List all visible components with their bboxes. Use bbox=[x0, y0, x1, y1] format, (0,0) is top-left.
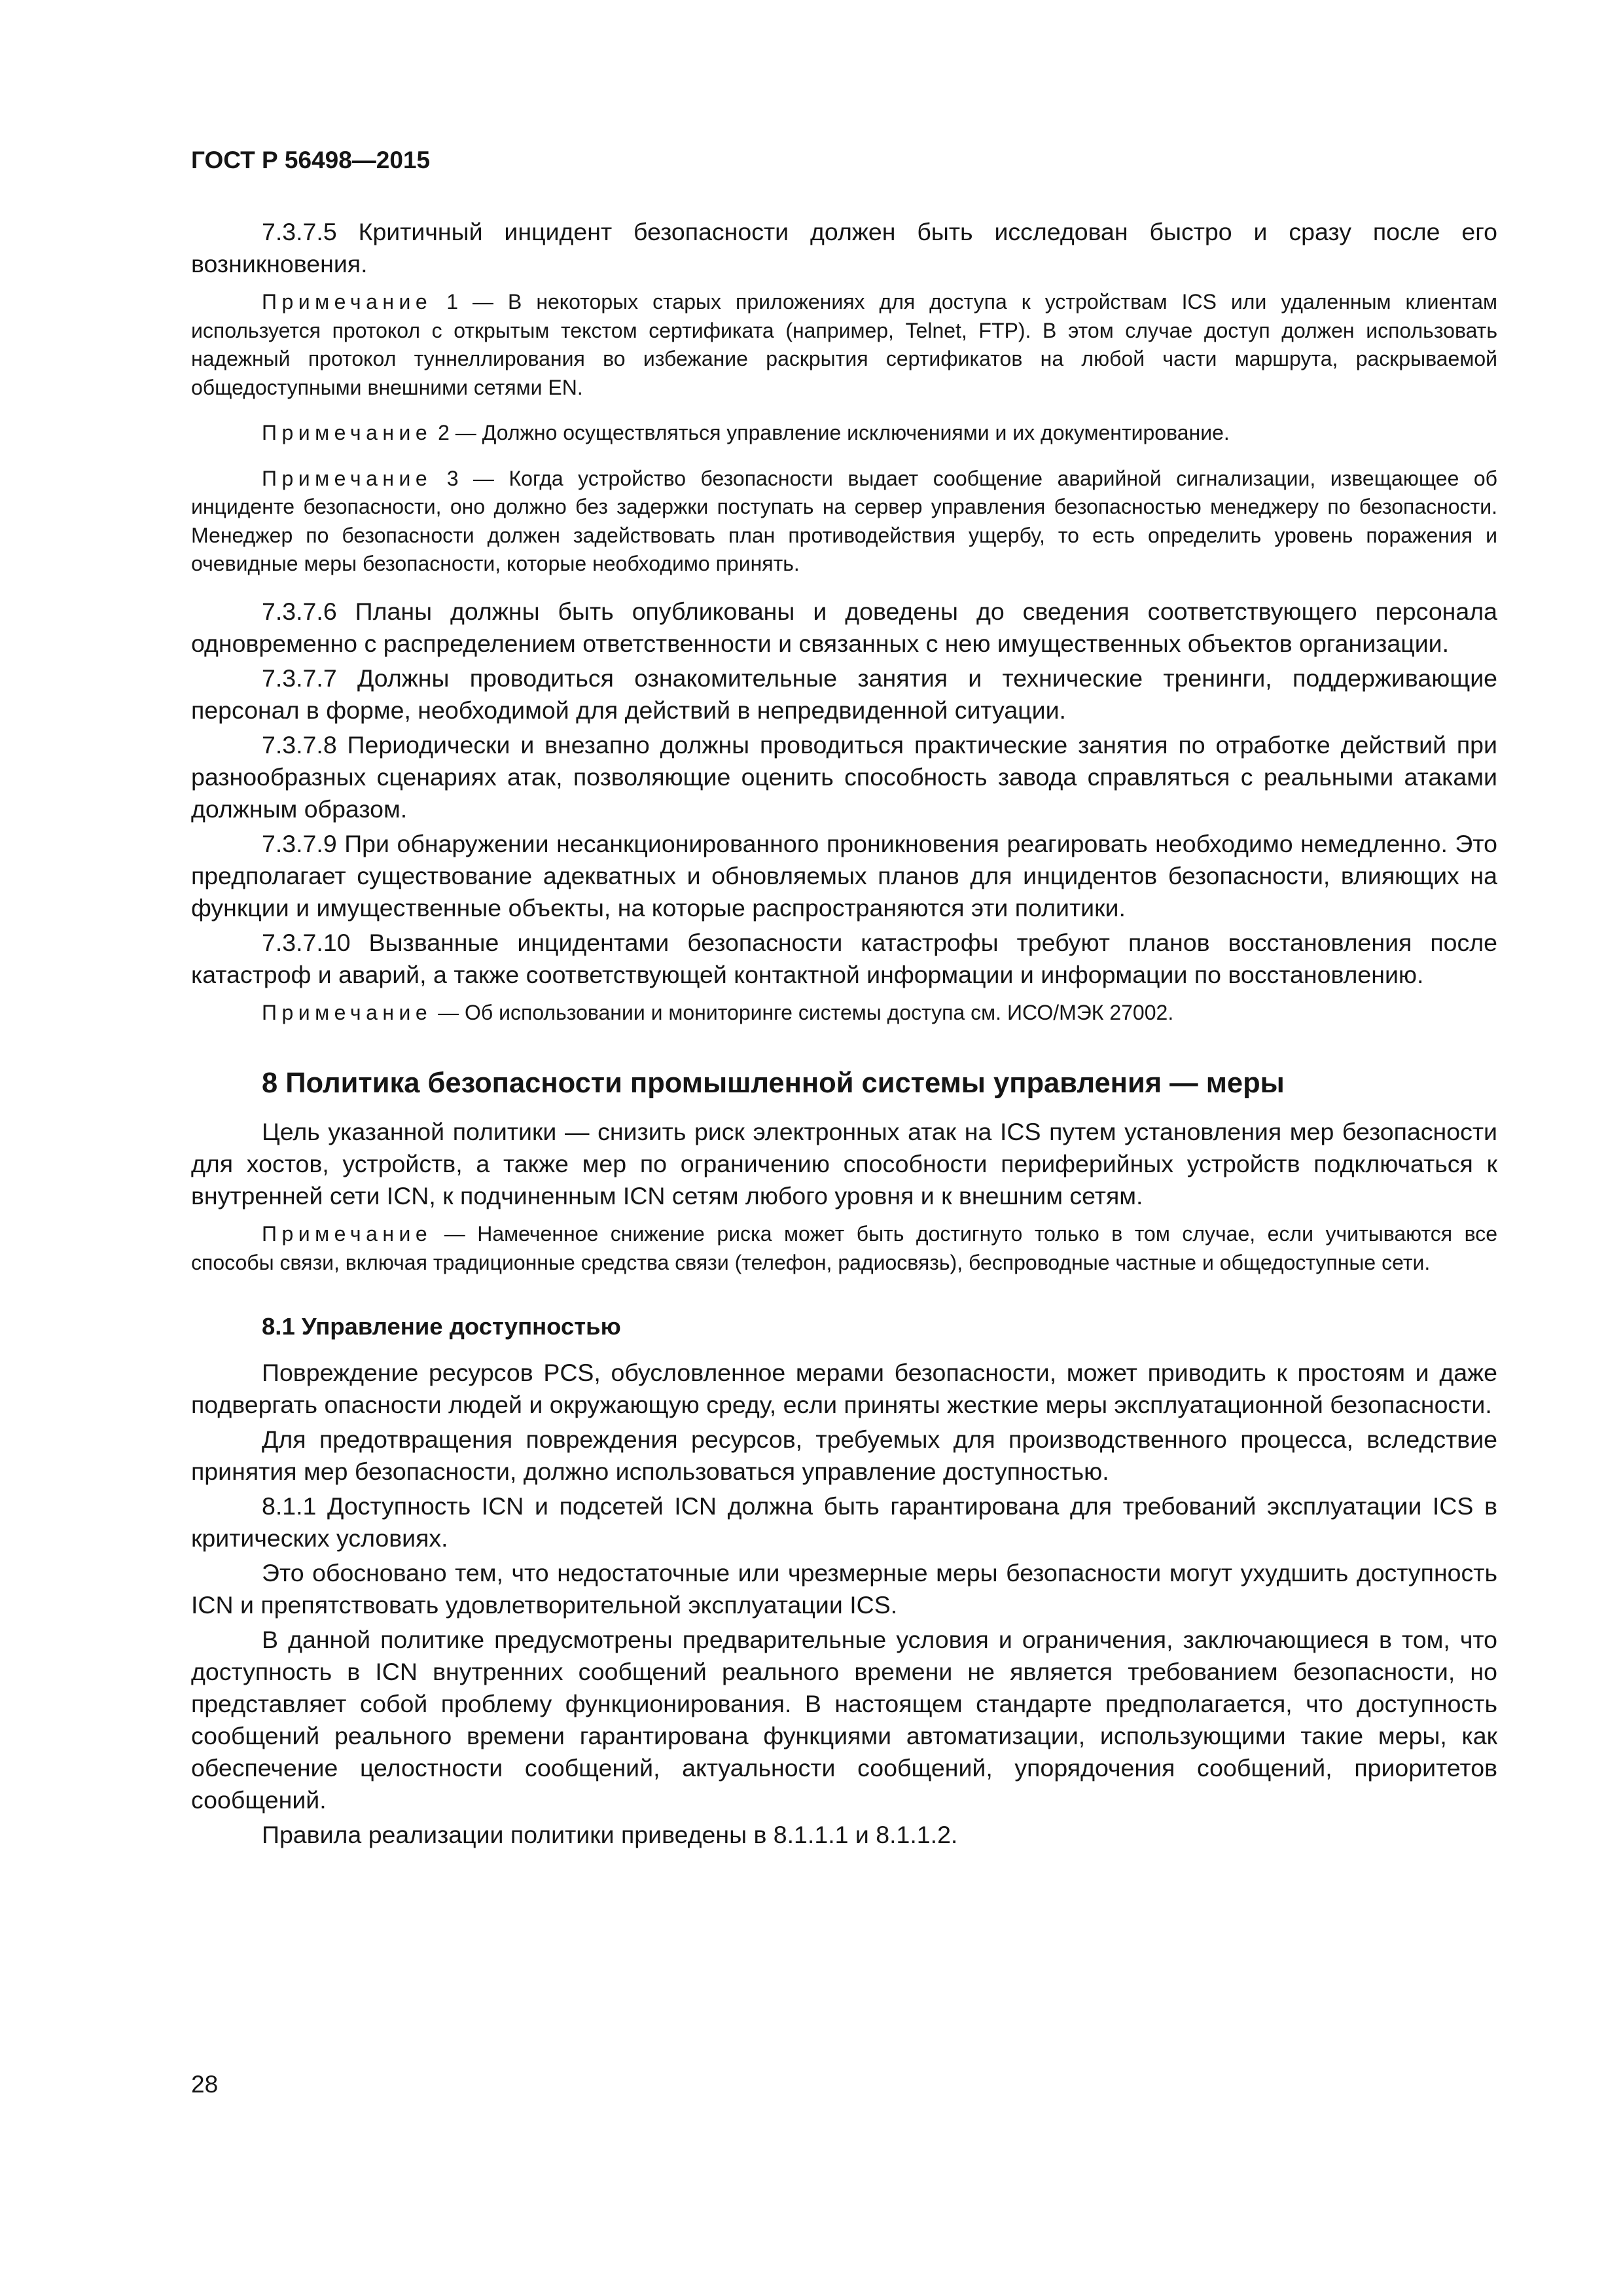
note-label: Примечание bbox=[262, 290, 433, 314]
paragraph-7-3-7-8: 7.3.7.8 Периодически и внезапно должны проводиться практические занятия по отработке действий при разнообразных сценариях атак, позволяющие оценить способность завода справляться с реальными атаками должным образом. bbox=[191, 730, 1497, 823]
section-8-intro: Цель указанной политики — снизить риск электронных атак на ICS путем установления мер безопасности для хостов, устройств, а также мер по ограничению способности периферийных устройств подключаться к внутренней сети ICN, к подчиненным ICN сетям любого уровня и к внешним сетям. bbox=[191, 1118, 1497, 1210]
note-text: — Намеченное снижение риска может быть достигнуто только в том случае, если учитываются все способы связи, включая традиционные средства связи (телефон, радиосвязь), беспроводные частные и общедоступные сети. bbox=[191, 1222, 1498, 1274]
note-text: 2 — Должно осуществляться управление исключениями и их документирование. bbox=[438, 421, 1230, 444]
paragraph-8-1-1-c: В данной политике предусмотрены предварительные условия и ограничения, заключающиеся в том, что доступность в ICN внутренних сообщений реального времени не является требованием безопасности, но представляет собой проблему функционирования. В настоящем стандарте предполагается, что доступность сообщений реального времени гарантирована функциями автоматизации, использующими такие меры, как обеспечение целостности сообщений, актуальности сообщений, упорядочения сообщений, приоритетов сообщений. bbox=[191, 1626, 1497, 1814]
paragraph-7-3-7-5: 7.3.7.5 Критичный инцидент безопасности должен быть исследован быстро и сразу после его возникновения. bbox=[191, 218, 1497, 278]
note-4 bbox=[191, 999, 1497, 1028]
paragraph-8-1-a: Повреждение ресурсов PCS, обусловленное мерами безопасности, может приводить к простоям и даже подвергать опасности людей и окружающую среду, если приняты жесткие меры эксплуатационной безопасности. bbox=[191, 1359, 1497, 1418]
note-label: Примечание bbox=[262, 1000, 433, 1024]
note-text: 3 — Когда устройство безопасности выдает сообщение аварийной сигнализации, извещающее об инциденте безопасности, оно должно без задержки поступать на сервер управления безопасностью менеджеру по безопасности. Менеджер по безопасности должен задействовать план противодействия ущербу, то есть определить уровень поражения и очевидные меры безопасности, которые необходимо принять. bbox=[191, 466, 1498, 575]
note-3 bbox=[191, 465, 1497, 579]
section-8-title: 8 Политика безопасности промышленной системы управления — меры bbox=[262, 1067, 1285, 1099]
page-number: 28 bbox=[191, 2071, 219, 2098]
paragraph-8-1-1: 8.1.1 Доступность ICN и подсетей ICN должна быть гарантирована для требований эксплуатации ICS в критических условиях. bbox=[191, 1492, 1497, 1552]
paragraph-8-1-1-d: Правила реализации политики приведены в 8.1.1.1 и 8.1.1.2. bbox=[262, 1821, 958, 1848]
paragraph-8-1-b: Для предотвращения повреждения ресурсов, требуемых для производственного процесса, вследствие принятия мер безопасности, должно использоваться управление доступностью. bbox=[191, 1426, 1497, 1485]
note-1 bbox=[191, 288, 1497, 402]
note-text: 1 — В некоторых старых приложениях для доступа к устройствам ICS или удаленным клиентам используется протокол с открытым текстом сертификата (например, Telnet, FTP). В этом случае доступ должен использовать надежный протокол туннеллирования во избежание раскрытия сертификатов на любой части маршрута, раскрываемой общедоступными внешними сетями EN. bbox=[191, 290, 1498, 399]
section-8-1-title: 8.1 Управление доступностью bbox=[262, 1313, 621, 1340]
paragraph-7-3-7-10: 7.3.7.10 Вызванные инцидентами безопасности катастрофы требуют планов восстановления после катастроф и аварий, а также соответствующей контактной информации и информации по восстановлению. bbox=[191, 928, 1497, 988]
document-code: ГОСТ Р 56498—2015 bbox=[191, 147, 431, 173]
note-label: Примечание bbox=[262, 421, 433, 444]
paragraph-7-3-7-6: 7.3.7.6 Планы должны быть опубликованы и доведены до сведения соответствующего персонала одновременно с распределением ответственности и связанных с нею имущественных объектов организации. bbox=[191, 597, 1497, 657]
paragraph-7-3-7-9: 7.3.7.9 При обнаружении несанкционированного проникновения реагировать необходимо немедленно. Это предполагает существование адекватных и обновляемых планов для инцидентов безопасности, влияющих на функции и имущественные объекты, на которые распространяются эти политики. bbox=[191, 829, 1497, 922]
note-5 bbox=[191, 1220, 1497, 1277]
paragraph-7-3-7-7: 7.3.7.7 Должны проводиться ознакомительные занятия и технические тренинги, поддерживающие персонал в форме, необходимой для действий в непредвиденной ситуации. bbox=[191, 664, 1497, 724]
note-2 bbox=[191, 419, 1497, 448]
document-page bbox=[191, 145, 1497, 1854]
note-label: Примечание bbox=[262, 1222, 433, 1246]
note-text: — Об использовании и мониторинге системы доступа см. ИСО/МЭК 27002. bbox=[438, 1000, 1174, 1024]
note-label: Примечание bbox=[262, 466, 433, 490]
paragraph-8-1-1-b: Это обосновано тем, что недостаточные или чрезмерные меры безопасности могут ухудшить доступность ICN и препятствовать удовлетворительной эксплуатации ICS. bbox=[191, 1559, 1497, 1619]
